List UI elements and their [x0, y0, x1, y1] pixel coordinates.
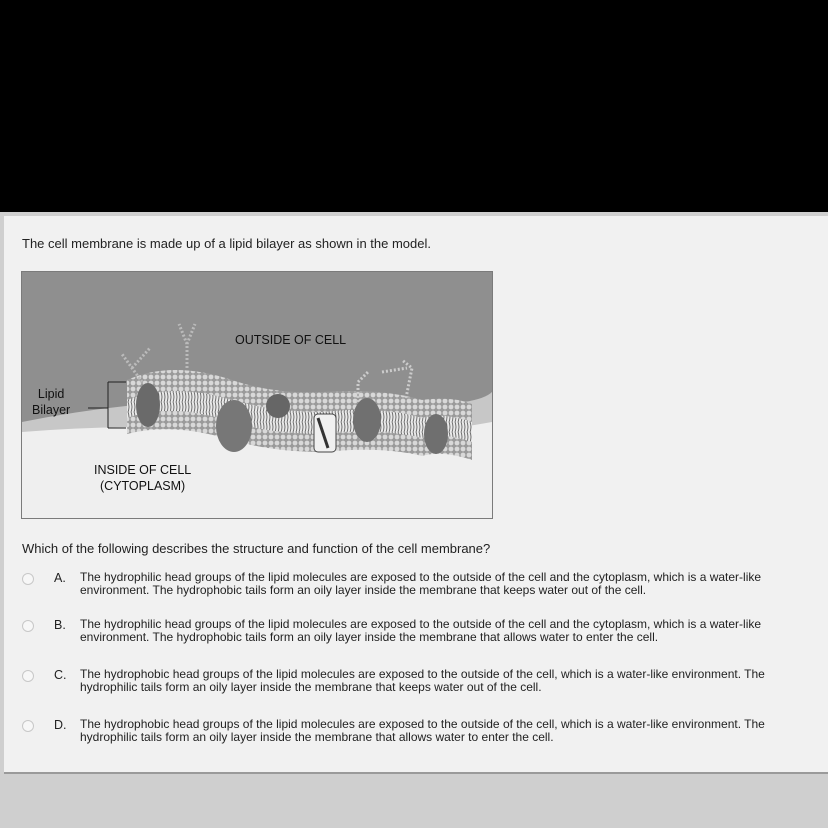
lipid-bilayer-label	[32, 386, 70, 418]
option-text-d: The hydrophobic head groups of the lipid molecules are exposed to the outside of the cell, which is a water-like environment. The hydrophilic tails form an oily layer inside the membrane that allows water to enter the cell.	[80, 717, 765, 744]
membrane-illustration	[22, 272, 492, 518]
option-text-a: The hydrophilic head groups of the lipid molecules are exposed to the outside of the cell and the cytoplasm, which is a water-like environment. The hydrophobic tails form an oily layer inside the membrane that keeps water out of the cell.	[80, 570, 762, 597]
inside-label-line2: (CYTOPLASM)	[100, 479, 186, 493]
intro-text: The cell membrane is made up of a lipid bilayer as shown in the model.	[22, 236, 431, 251]
option-letter-d: D.	[54, 718, 67, 732]
question-text: Which of the following describes the structure and function of the cell membrane?	[22, 541, 491, 556]
option-letter-c: C.	[54, 668, 67, 682]
screen-area	[0, 212, 828, 828]
lipid-label-line1: Lipid	[37, 387, 65, 401]
lipid-label-line2: Bilayer	[32, 403, 71, 417]
answer-option-b[interactable]	[22, 618, 822, 654]
inside-label-line1: INSIDE OF CELL	[94, 463, 192, 477]
option-text-b: The hydrophilic head groups of the lipid molecules are exposed to the outside of the cell and the cytoplasm, which is a water-like environment. The hydrophobic tails form an oily layer inside the membrane that allows water to enter the cell.	[80, 617, 762, 644]
option-text-c: The hydrophobic head groups of the lipid molecules are exposed to the outside of the cell, which is a water-like environment. The hydrophilic tails form an oily layer inside the membrane that keeps water out of the cell.	[80, 667, 765, 694]
radio-button-c[interactable]	[22, 670, 34, 682]
radio-button-a[interactable]	[22, 573, 34, 585]
answer-option-a[interactable]	[22, 571, 822, 607]
option-letter-b: B.	[54, 618, 66, 632]
answer-option-c[interactable]	[22, 668, 822, 704]
outside-of-cell-label: OUTSIDE OF CELL	[235, 333, 347, 347]
radio-button-d[interactable]	[22, 720, 34, 732]
answer-option-d[interactable]	[22, 718, 822, 754]
option-letter-a: A.	[54, 571, 66, 585]
membrane-figure	[21, 271, 493, 519]
inside-of-cell-label	[94, 462, 191, 494]
radio-button-b[interactable]	[22, 620, 34, 632]
question-card	[4, 216, 828, 774]
